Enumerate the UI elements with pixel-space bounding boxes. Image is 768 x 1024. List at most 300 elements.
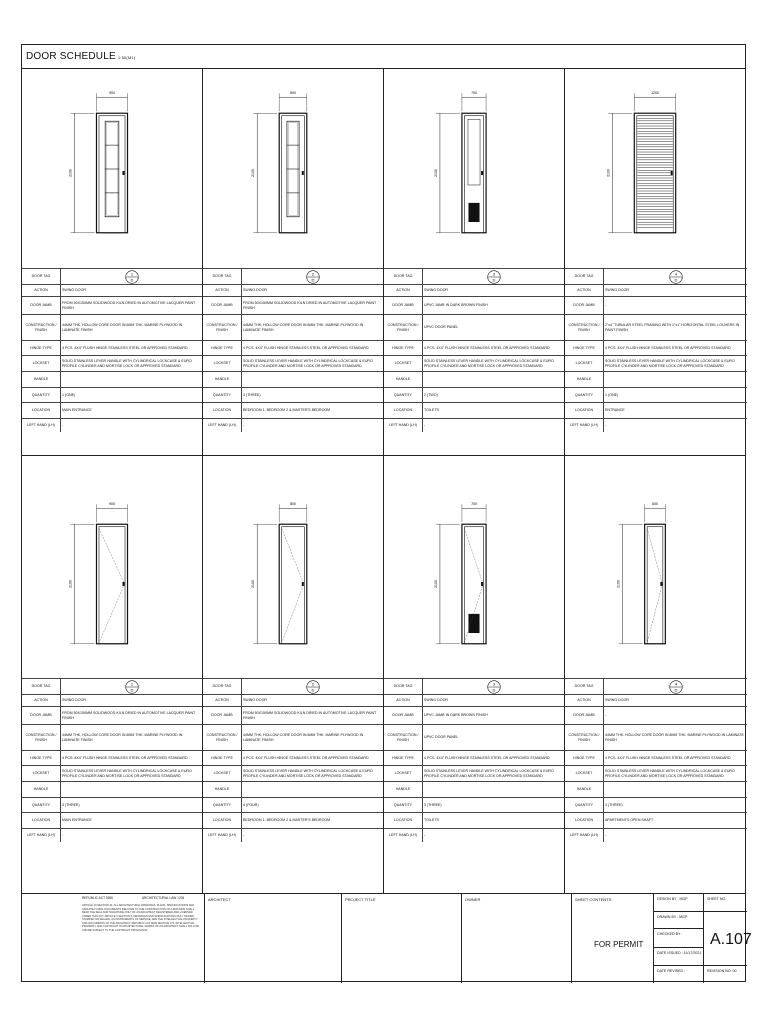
- door-height-label: 2100: [251, 169, 256, 177]
- spec-row-construction: [22, 314, 202, 340]
- project-title-cell: [342, 894, 462, 983]
- door-leaf: [99, 527, 125, 644]
- door-tag-number: 4: [674, 271, 678, 277]
- spec-label: ACTION: [22, 285, 61, 296]
- door-height-label: 2100: [616, 580, 621, 588]
- spec-row-handle: [384, 781, 564, 797]
- spec-row-door-tag: [384, 268, 564, 284]
- spec-value-jamb: UPVC JAMB IN DARK BROWN FINISH: [424, 303, 488, 308]
- spec-label: HINGE TYPE: [565, 751, 604, 765]
- legal-stamp-cell: [22, 894, 205, 983]
- spec-row-handle: [22, 781, 202, 797]
- door-elevation: [384, 456, 564, 700]
- door-width-label: 800: [290, 91, 296, 96]
- spec-label: LOCKSET: [22, 356, 61, 371]
- spec-row-action: [565, 694, 747, 706]
- spec-row-location: [203, 812, 383, 828]
- spec-value-quantity: 4 (FOUR): [243, 802, 259, 807]
- spec-label: HINGE TYPE: [22, 751, 61, 765]
- spec-label: HINGE TYPE: [203, 341, 242, 355]
- door-leaf: [282, 527, 305, 644]
- door-tag-number: 4: [674, 681, 678, 687]
- spec-label: ACTION: [384, 695, 423, 706]
- door-tag-letter: D: [674, 687, 678, 693]
- spec-row-location: [22, 402, 202, 418]
- door-elevation-drawing: [565, 456, 747, 700]
- swing-indicator: [99, 528, 125, 643]
- spec-label: LOCATION: [384, 813, 423, 828]
- spec-value-lockset: SOLID STAINLESS LEVER HANDLE WITH CYLINDRICAL LOCKCASE & EURO PROFILE CYLINDER AND MORTISE LOCK OR APPROVED STANDARD: [424, 768, 554, 778]
- door-tag-letter: D: [492, 687, 496, 693]
- spec-row-hinge-type: [384, 340, 564, 355]
- spec-row-location: [384, 402, 564, 418]
- door-elevation: [565, 456, 747, 700]
- door-tag-letter: D: [492, 277, 496, 283]
- door-panel: [384, 69, 565, 455]
- spec-label: HANDLE: [565, 782, 604, 797]
- door-elevation-drawing: [203, 456, 384, 700]
- spec-row-hinge-type: [203, 750, 383, 765]
- spec-label: LOCATION: [565, 403, 604, 418]
- spec-row-door-jamb: [22, 296, 202, 314]
- spec-label: CONSTRUCTION / FINISH: [22, 725, 61, 750]
- spec-label: CONSTRUCTION / FINISH: [384, 315, 423, 340]
- spec-value-quantity: 3 (THREE): [243, 392, 261, 397]
- vision-panel: [468, 119, 480, 185]
- door-panel: [22, 69, 203, 455]
- spec-label: ACTION: [384, 285, 423, 296]
- door-tag-symbol: [487, 270, 501, 284]
- spec-label: DOOR TAG: [203, 269, 242, 284]
- spec-row-left-hand: [203, 418, 383, 432]
- spec-row-door-jamb: [565, 706, 747, 724]
- door-panel: [384, 456, 565, 893]
- spec-value-location: APARTMENTS OPEN SHAFT: [605, 818, 654, 823]
- spec-label: HINGE TYPE: [22, 341, 61, 355]
- spec-label: HANDLE: [203, 372, 242, 387]
- spec-value-hinge: 4 PCS. 4X4" FLUSH HINGE STAINLESS STEEL OR APPROVED STANDARD: [243, 755, 369, 760]
- spec-label: DOOR TAG: [22, 679, 61, 694]
- spec-row-lockset: [384, 355, 564, 371]
- door-elevation-drawing: [203, 69, 384, 265]
- door-height-label: 2100: [433, 580, 438, 588]
- spec-value-quantity: 3 (THREE): [62, 802, 80, 807]
- spec-row-quantity: [22, 387, 202, 402]
- spec-label: ACTION: [203, 695, 242, 706]
- door-tag-number: 2: [311, 681, 315, 687]
- spec-label: HINGE TYPE: [565, 341, 604, 355]
- spec-label: QUANTITY: [22, 388, 61, 402]
- sheet-contents-cell: [572, 894, 654, 983]
- door-tag-symbol: [125, 270, 139, 284]
- door-height-label: 2100: [68, 169, 73, 177]
- spec-label: QUANTITY: [565, 798, 604, 812]
- spec-label: LOCKSET: [203, 356, 242, 371]
- spec-label: DOOR TAG: [203, 679, 242, 694]
- spec-row-quantity: [203, 387, 383, 402]
- spec-value-quantity: 1 (ONE): [605, 392, 619, 397]
- spec-label: DOOR JAMB: [22, 707, 61, 724]
- spec-row-left-hand: [565, 418, 747, 432]
- door-elevation-drawing: [22, 456, 203, 700]
- spec-label: LOCATION: [565, 813, 604, 828]
- spec-row-handle: [565, 371, 747, 387]
- architect-cell: [205, 894, 342, 983]
- door-tag-letter: D: [130, 277, 134, 283]
- spec-row-construction: [384, 724, 564, 750]
- spec-label: LOCKSET: [384, 766, 423, 781]
- spec-row-hinge-type: [22, 340, 202, 355]
- door-elevation: [203, 456, 383, 700]
- spec-label: QUANTITY: [384, 798, 423, 812]
- door-elevation-drawing: [384, 456, 565, 700]
- door-panel: [565, 456, 747, 893]
- spec-row-action: [22, 284, 202, 296]
- door-schedule-sheet: [21, 44, 752, 982]
- spec-row-door-tag: [384, 678, 564, 694]
- spec-row-construction: [565, 314, 747, 340]
- spec-row-lockset: [565, 355, 747, 371]
- spec-value-construction: UPVC DOOR PANEL: [424, 325, 459, 330]
- door-width-label: 800: [290, 502, 296, 507]
- door-tag-number: 1: [130, 271, 134, 277]
- spec-value-left-hand: -: [62, 423, 64, 428]
- door-tag-symbol: [669, 270, 683, 284]
- sheet-number-cell: [704, 894, 752, 983]
- spec-value-action: SWING DOOR: [243, 698, 267, 703]
- spec-label: QUANTITY: [565, 388, 604, 402]
- spec-value-lockset: SOLID STAINLESS LEVER HANDLE WITH CYLINDRICAL LOCKCASE & EURO PROFILE CYLINDER AND MORTISE LOCK OR APPROVED STANDARD: [424, 358, 554, 368]
- spec-row-action: [384, 694, 564, 706]
- door-handle: [123, 582, 125, 586]
- spec-row-hinge-type: [565, 750, 747, 765]
- spec-row-action: [203, 694, 383, 706]
- spec-label: CONSTRUCTION / FINISH: [384, 725, 423, 750]
- spec-value-hinge: 4 PCS. 4X4" FLUSH HINGE STAINLESS STEEL OR APPROVED STANDARD: [62, 345, 188, 350]
- louver-vent: [468, 203, 479, 222]
- spec-row-left-hand: [203, 828, 383, 842]
- spec-label: QUANTITY: [203, 798, 242, 812]
- louver-vent: [468, 614, 479, 633]
- spec-row-construction: [203, 314, 383, 340]
- spec-value-hinge: 4 PCS. 4X4" FLUSH HINGE STAINLESS STEEL OR APPROVED STANDARD: [605, 755, 731, 760]
- spec-value-construction: UPVC DOOR PANEL: [424, 735, 459, 740]
- spec-label: LOCKSET: [384, 356, 423, 371]
- spec-value-action: SWING DOOR: [605, 698, 629, 703]
- spec-label: DOOR TAG: [565, 679, 604, 694]
- spec-row-quantity: [384, 797, 564, 812]
- schedule-title: DOOR SCHEDULE 1:50(M1): [26, 51, 136, 62]
- schedule-band-lower: [22, 456, 745, 893]
- spec-row-left-hand: [384, 418, 564, 432]
- spec-label: LOCATION: [22, 813, 61, 828]
- door-width-label: 600: [652, 502, 658, 507]
- spec-label: LOCATION: [384, 403, 423, 418]
- spec-label: LEFT HAND (LH): [203, 829, 242, 842]
- date-revised: DATE REVISED :: [657, 969, 686, 973]
- spec-row-hinge-type: [384, 750, 564, 765]
- spec-value-lockset: SOLID STAINLESS LEVER HANDLE WITH CYLINDRICAL LOCKCASE & EURO PROFILE CYLINDER AND MORTISE LOCK OR APPROVED STANDARD: [243, 768, 373, 778]
- spec-row-door-tag: [22, 678, 202, 694]
- door-tag-letter: D: [674, 277, 678, 283]
- door-tag-number: 1: [130, 681, 134, 687]
- spec-value-location: BEDROOM 1, BEDROOM 2 & MASTER'S BEDROOM: [243, 408, 331, 413]
- spec-label: LEFT HAND (LH): [565, 419, 604, 432]
- spec-label: CONSTRUCTION / FINISH: [565, 725, 604, 750]
- spec-label: CONSTRUCTION / FINISH: [203, 725, 242, 750]
- spec-label: LEFT HAND (LH): [203, 419, 242, 432]
- design-by: DESIGN BY : MGP: [657, 897, 688, 901]
- spec-value-location: TOILETS: [424, 818, 439, 823]
- legal-notes: ARTICLE 20 SECTION 33. ALL ARCHITECTURAL DRAWINGS, PLANS, SPECIFICATIONS AND ARCHITECTURAL DOCUMENTS RELATIVE TO THE CONSTRUCTION OF A BUILDING SHALL BEAR THE SEAL AND SIGNATURE ONLY OF AN ARCHITECT REGISTERED AND LICENSED UNDER THIS ACT. ARTICLE 3 SECTION 5. DRAWINGS AND SPECIFICATIONS DULY SIGNED, STAMPED OR SEALED, AS INSTRUMENTS OF SERVICE, ARE THE INTELLECTUAL PROPERTY AND DOCUMENTS OF THE ARCHITECT. REPUBLIC ACT 8293 SECTION 172. INTELLECTUAL PROPERTY AND COPYRIGHT IN ARCHITECTURAL WORKS OF AN ARCHITECT SHALL FOLLOW AND BE SUBJECT TO THE COPYRIGHT PROVISIONS.: [82, 904, 199, 932]
- door-handle: [123, 171, 125, 175]
- door-height-label: 2100: [606, 169, 611, 177]
- spec-value-left-hand: -: [605, 423, 607, 428]
- door-width-label: 900: [109, 91, 115, 96]
- spec-value-location: TOILETS: [424, 408, 439, 413]
- spec-value-hinge: 4 PCS. 4X4" FLUSH HINGE STAINLESS STEEL OR APPROVED STANDARD: [62, 755, 188, 760]
- spec-row-action: [565, 284, 747, 296]
- spec-row-hinge-type: [22, 750, 202, 765]
- door-handle: [481, 171, 483, 175]
- spec-row-handle: [22, 371, 202, 387]
- spec-row-location: [384, 812, 564, 828]
- spec-value-location: ENTRANCE: [605, 408, 625, 413]
- spec-value-hinge: 4 PCS. 4X4" FLUSH HINGE STAINLESS STEEL OR APPROVED STANDARD: [424, 345, 550, 350]
- spec-value-construction: 44MM THK. HOLLOW CORE DOOR IN 6MM THK. MARINE PLYWOOD IN LAMINATE FINISH: [62, 322, 183, 332]
- spec-label: HANDLE: [22, 782, 61, 797]
- door-width-label: 900: [109, 502, 115, 507]
- spec-label: LEFT HAND (LH): [384, 419, 423, 432]
- spec-label: LEFT HAND (LH): [22, 419, 61, 432]
- spec-value-jamb: FROM 50X150MM SOLIDWOOD KILN DRIED IN AUTOMOTIVE LACQUER PAINT FINISH: [62, 300, 196, 310]
- spec-row-handle: [203, 781, 383, 797]
- spec-row-door-jamb: [384, 706, 564, 724]
- spec-label: LOCKSET: [22, 766, 61, 781]
- spec-label: HINGE TYPE: [203, 751, 242, 765]
- credits-cell: [654, 894, 704, 983]
- spec-value-construction: 44MM THK. HOLLOW CORE DOOR IN 6MM THK. MARINE PLYWOOD IN LAMINATE FINISH: [605, 732, 744, 742]
- spec-label: LOCKSET: [565, 766, 604, 781]
- door-width-label: 1200: [651, 91, 659, 96]
- spec-label: HANDLE: [565, 372, 604, 387]
- spec-row-lockset: [203, 355, 383, 371]
- spec-value-construction: 44MM THK. HOLLOW CORE DOOR IN 6MM THK. MARINE PLYWOOD IN LAMINATE FINISH: [243, 732, 364, 742]
- spec-row-location: [565, 812, 747, 828]
- door-handle: [660, 582, 662, 586]
- schedule-band-upper: [22, 69, 745, 455]
- door-elevation: [22, 456, 202, 700]
- spec-label: HANDLE: [22, 372, 61, 387]
- spec-label: CONSTRUCTION / FINISH: [203, 315, 242, 340]
- spec-label: LOCATION: [22, 403, 61, 418]
- spec-label: DOOR JAMB: [384, 297, 423, 314]
- spec-label: DOOR TAG: [384, 269, 423, 284]
- spec-row-left-hand: [384, 828, 564, 842]
- door-tag-letter: D: [311, 277, 315, 283]
- spec-row-door-tag: [565, 678, 747, 694]
- door-handle: [302, 582, 304, 586]
- spec-row-hinge-type: [203, 340, 383, 355]
- spec-label: LEFT HAND (LH): [22, 829, 61, 842]
- spec-value-jamb: UPVC JAMB IN DARK BROWN FINISH: [424, 713, 488, 718]
- spec-label: DOOR JAMB: [203, 707, 242, 724]
- spec-label: LEFT HAND (LH): [565, 829, 604, 842]
- spec-value-left-hand: -: [243, 833, 245, 838]
- spec-row-lockset: [203, 765, 383, 781]
- spec-value-left-hand: -: [62, 833, 64, 838]
- spec-row-construction: [565, 724, 747, 750]
- spec-label: DOOR TAG: [22, 269, 61, 284]
- door-elevation-drawing: [22, 69, 203, 265]
- spec-label: LEFT HAND (LH): [384, 829, 423, 842]
- spec-value-action: SWING DOOR: [62, 288, 86, 293]
- stamp-right: ARCHITECTURAL LAW 1234: [142, 896, 185, 900]
- spec-value-action: SWING DOOR: [605, 288, 629, 293]
- spec-row-construction: [22, 724, 202, 750]
- spec-value-quantity: 3 (THREE): [605, 802, 623, 807]
- spec-label: LOCKSET: [565, 356, 604, 371]
- spec-value-left-hand: -: [424, 833, 426, 838]
- sheet-no-label: SHEET NO.: [707, 897, 727, 901]
- spec-label: DOOR JAMB: [22, 297, 61, 314]
- spec-row-location: [203, 402, 383, 418]
- spec-row-action: [203, 284, 383, 296]
- spec-row-lockset: [384, 765, 564, 781]
- owner-label: OWNER: [465, 897, 481, 902]
- spec-label: LOCKSET: [203, 766, 242, 781]
- spec-row-quantity: [22, 797, 202, 812]
- spec-label: DOOR JAMB: [384, 707, 423, 724]
- spec-label: ACTION: [22, 695, 61, 706]
- door-elevation-drawing: [384, 69, 565, 265]
- revision-number: REVISION NO. 00: [707, 969, 737, 973]
- swing-indicator: [282, 528, 304, 643]
- door-tag-letter: D: [130, 687, 134, 693]
- door-panel: [203, 69, 384, 455]
- spec-row-door-jamb: [384, 296, 564, 314]
- spec-value-hinge: 4 PCS. 4X4" FLUSH HINGE STAINLESS STEEL OR APPROVED STANDARD: [605, 345, 731, 350]
- spec-row-left-hand: [22, 418, 202, 432]
- spec-value-quantity: 2 (TWO): [424, 392, 438, 397]
- door-elevation: [22, 69, 202, 265]
- door-elevation: [203, 69, 383, 265]
- door-tag-letter: D: [311, 687, 315, 693]
- spec-value-lockset: SOLID STAINLESS LEVER HANDLE WITH CYLINDRICAL LOCKCASE & EURO PROFILE CYLINDER AND MORTISE LOCK OR APPROVED STANDARD: [62, 768, 192, 778]
- spec-label: HANDLE: [384, 372, 423, 387]
- spec-row-quantity: [565, 387, 747, 402]
- door-handle: [481, 582, 483, 586]
- door-height-label: 2100: [251, 580, 256, 588]
- spec-value-quantity: 3 (THREE): [424, 802, 442, 807]
- spec-row-door-tag: [22, 268, 202, 284]
- stamp-left: REPUBLIC ACT 9266: [82, 896, 113, 900]
- spec-value-jamb: -: [605, 713, 607, 718]
- spec-row-door-jamb: [203, 706, 383, 724]
- spec-value-action: SWING DOOR: [243, 288, 267, 293]
- spec-label: QUANTITY: [203, 388, 242, 402]
- spec-value-left-hand: -: [424, 423, 426, 428]
- spec-row-door-tag: [203, 678, 383, 694]
- door-width-label: 700: [471, 91, 477, 96]
- spec-label: CONSTRUCTION / FINISH: [565, 315, 604, 340]
- spec-label: QUANTITY: [22, 798, 61, 812]
- spec-row-lockset: [22, 355, 202, 371]
- spec-row-handle: [203, 371, 383, 387]
- project-title-label: PROJECT TITLE: [345, 897, 376, 902]
- permit-status: FOR PERMIT: [594, 940, 644, 949]
- spec-row-door-tag: [565, 268, 747, 284]
- spec-row-door-tag: [203, 268, 383, 284]
- spec-value-construction: 44MM THK. HOLLOW CORE DOOR IN 6MM THK. MARINE PLYWOOD IN LAMINATE FINISH: [62, 732, 183, 742]
- spec-value-jamb: FROM 50X150MM SOLIDWOOD KILN DRIED IN AUTOMOTIVE LACQUER PAINT FINISH: [243, 300, 377, 310]
- drawn-by: DRAWN BY : MGP: [657, 915, 688, 919]
- door-leaf: [637, 116, 673, 233]
- spec-value-lockset: SOLID STAINLESS LEVER HANDLE WITH CYLINDRICAL LOCKCASE & EURO PROFILE CYLINDER AND MORTISE LOCK OR APPROVED STANDARD: [62, 358, 192, 368]
- spec-row-door-jamb: [565, 296, 747, 314]
- door-elevation: [384, 69, 564, 265]
- door-tag-symbol: [306, 270, 320, 284]
- spec-label: ACTION: [565, 285, 604, 296]
- spec-value-left-hand: -: [243, 423, 245, 428]
- spec-value-lockset: SOLID STAINLESS LEVER HANDLE WITH CYLINDRICAL LOCKCASE & EURO PROFILE CYLINDER AND MORTISE LOCK OR APPROVED STANDARD: [605, 358, 735, 368]
- door-panel: [22, 456, 203, 893]
- spec-row-construction: [203, 724, 383, 750]
- spec-label: QUANTITY: [384, 388, 423, 402]
- spec-row-construction: [384, 314, 564, 340]
- spec-value-location: BEDROOM 1, BEDROOM 2 & MASTER'S BEDROOM: [243, 818, 331, 823]
- door-height-label: 2100: [433, 169, 438, 177]
- spec-value-action: SWING DOOR: [62, 698, 86, 703]
- spec-row-quantity: [203, 797, 383, 812]
- spec-label: ACTION: [203, 285, 242, 296]
- spec-row-door-jamb: [203, 296, 383, 314]
- door-tag-number: 2: [311, 271, 315, 277]
- spec-label: DOOR TAG: [384, 679, 423, 694]
- door-elevation: [565, 69, 747, 265]
- spec-value-action: SWING DOOR: [424, 288, 448, 293]
- spec-value-hinge: 4 PCS. 4X4" FLUSH HINGE STAINLESS STEEL OR APPROVED STANDARD: [424, 755, 550, 760]
- spec-value-quantity: 1 (ONE): [62, 392, 76, 397]
- spec-row-location: [22, 812, 202, 828]
- spec-label: ACTION: [565, 695, 604, 706]
- door-handle: [302, 171, 304, 175]
- spec-value-hinge: 4 PCS. 4X4" FLUSH HINGE STAINLESS STEEL OR APPROVED STANDARD: [243, 345, 369, 350]
- spec-row-quantity: [384, 387, 564, 402]
- spec-row-action: [384, 284, 564, 296]
- spec-value-construction: 44MM THK. HOLLOW CORE DOOR IN 6MM THK. MARINE PLYWOOD IN LAMINATE FINISH: [243, 322, 364, 332]
- spec-row-handle: [565, 781, 747, 797]
- spec-value-jamb: -: [605, 303, 607, 308]
- spec-label: HANDLE: [384, 782, 423, 797]
- spec-value-lockset: SOLID STAINLESS LEVER HANDLE WITH CYLINDRICAL LOCKCASE & EURO PROFILE CYLINDER AND MORTISE LOCK OR APPROVED STANDARD: [605, 768, 735, 778]
- spec-label: HANDLE: [203, 782, 242, 797]
- architect-label: ARCHITECT: [208, 897, 231, 902]
- spec-value-jamb: FROM 50X150MM SOLIDWOOD KILN DRIED IN AUTOMOTIVE LACQUER PAINT FINISH: [243, 710, 377, 720]
- spec-value-action: SWING DOOR: [424, 698, 448, 703]
- spec-value-jamb: FROM 50X150MM SOLIDWOOD KILN DRIED IN AUTOMOTIVE LACQUER PAINT FINISH: [62, 710, 196, 720]
- door-tag-symbol: [306, 680, 320, 694]
- spec-label: DOOR JAMB: [203, 297, 242, 314]
- door-panel: [565, 69, 747, 455]
- sheet-contents-label: SHEET CONTENTS: [575, 897, 612, 902]
- spec-value-left-hand: -: [605, 833, 607, 838]
- door-tag-symbol: [487, 680, 501, 694]
- spec-row-action: [22, 694, 202, 706]
- swing-indicator: [647, 528, 662, 643]
- spec-row-door-jamb: [22, 706, 202, 724]
- spec-row-hinge-type: [565, 340, 747, 355]
